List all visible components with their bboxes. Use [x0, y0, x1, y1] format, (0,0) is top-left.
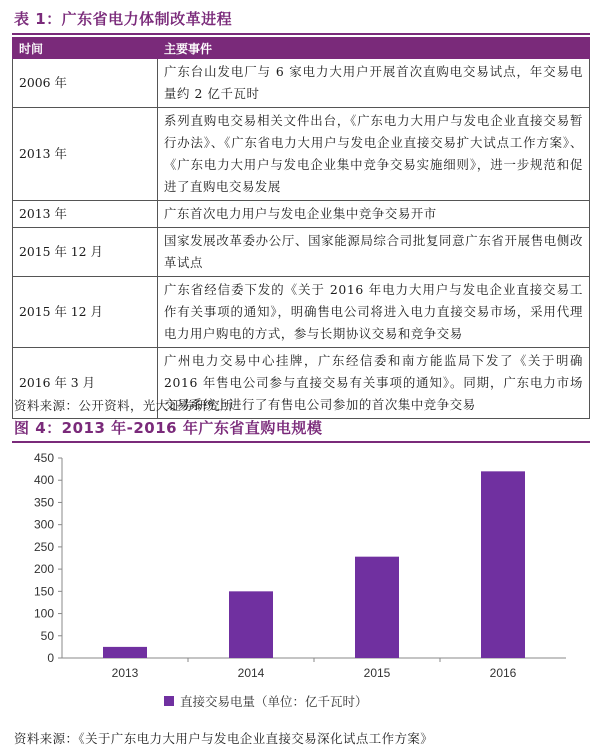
row-event: 广东首次电力用户与发电企业集中竞争交易开市: [158, 201, 590, 228]
row-time: 2013 年: [13, 201, 158, 228]
row-time: 2015 年 12 月: [13, 228, 158, 277]
row-time: 2013 年: [13, 108, 158, 201]
x-tick-label: 2015: [363, 666, 391, 680]
row-event: 广东省经信委下发的《关于 2016 年电力大用户与发电企业直接交易工作有关事项的通知》，明确售电公司将进入电力直接交易市场，采用代理电力用户购电的方式，参与长期协议交易和竞争交易: [158, 277, 590, 348]
y-tick-label: 100: [33, 606, 54, 621]
y-tick-label: 450: [33, 451, 54, 465]
row-event: 国家发展改革委办公厅、国家能源局综合司批复同意广东省开展售电侧改革试点: [158, 228, 590, 277]
bar: [229, 591, 273, 658]
table-row: [13, 201, 590, 228]
table-row: [13, 277, 590, 348]
table-row: [13, 228, 590, 277]
table-row: [13, 108, 590, 201]
figure-source: 资料来源：《关于广东电力大用户与发电企业直接交易深化试点工作方案》: [14, 731, 434, 746]
table-header-row: [13, 38, 590, 59]
row-event: 广州电力交易中心挂牌，广东经信委和南方能监局下发了《关于明确 2016 年售电公司参与直接交易有关事项的通知》。同期，广东电力市场交易系统上进行了有售电公司参加的首次集中竞争交易: [158, 348, 590, 419]
bar: [103, 647, 147, 658]
events-table: [12, 37, 590, 419]
y-tick-label: 350: [33, 495, 54, 510]
figure-title: 图 4：2013 年-2016 年广东省直购电规模: [14, 419, 323, 437]
y-tick-label: 200: [33, 562, 54, 577]
row-event: 广东台山发电厂与 6 家电力大用户开展首次直购电交易试点，年交易电量约 2 亿千瓦时: [158, 59, 590, 108]
row-time: 2015 年 12 月: [13, 277, 158, 348]
column-header-time: 时间: [13, 38, 158, 59]
y-tick-label: 50: [40, 628, 54, 643]
bar: [481, 471, 525, 658]
column-header-event: 主要事件: [158, 38, 590, 59]
legend-label: 直接交易电量（单位：亿千瓦时）: [180, 695, 368, 709]
bar-chart: [12, 446, 590, 716]
table-source: 资料来源：公开资料，光大证券研究所: [14, 398, 234, 413]
y-tick-label: 300: [33, 517, 54, 532]
y-tick-label: 250: [33, 539, 54, 554]
table-row: [13, 59, 590, 108]
figure-title-rule: [12, 441, 590, 443]
y-tick-label: 150: [33, 584, 54, 599]
y-tick-label: 400: [33, 473, 54, 488]
chart-container: [12, 446, 590, 716]
y-tick-label: 0: [47, 651, 54, 665]
legend-swatch: [164, 696, 174, 706]
row-time: 2006 年: [13, 59, 158, 108]
row-time: 2016 年 3 月: [13, 348, 158, 419]
table-title-rule: [12, 33, 590, 35]
bar: [355, 557, 399, 658]
row-event: 系列直购电交易相关文件出台，《广东电力大用户与发电企业直接交易暂行办法》、《广东省电力大用户与发电企业直接交易扩大试点工作方案》、《广东电力大用户与发电企业集中竞争交易实施细则》，进一步规范和促进了直购电交易发展: [158, 108, 590, 201]
table-title: 表 1：广东省电力体制改革进程: [14, 10, 233, 28]
x-tick-label: 2016: [489, 666, 517, 680]
x-tick-label: 2013: [111, 666, 139, 680]
x-tick-label: 2014: [237, 666, 265, 680]
